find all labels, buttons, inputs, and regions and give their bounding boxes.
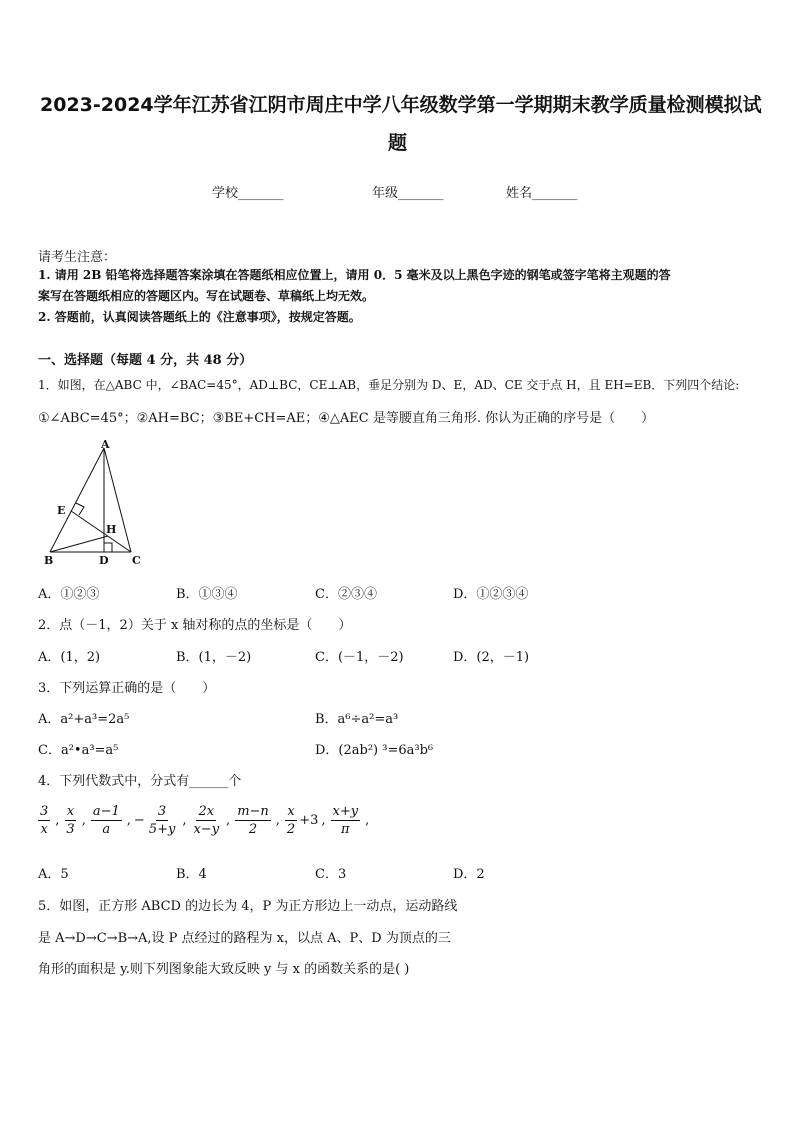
fraction-6-num: m−n (237, 804, 269, 819)
fraction-1-den: x (40, 822, 48, 837)
fig-label-d: D (99, 554, 109, 567)
fraction-4-num: 3 (157, 804, 167, 819)
q3-option-d[interactable]: D．(2ab²) ³=6a³b⁶ (315, 743, 434, 758)
q2-stem: 2．点（－1，2）关于 x 轴对称的点的坐标是（ ） (38, 618, 352, 633)
fraction-7 (285, 803, 297, 838)
notice-heading: 请考生注意： (38, 250, 117, 265)
q2-option-a[interactable]: A．(1，2) (38, 650, 101, 665)
fraction-8-num: x+y (332, 804, 359, 819)
fig-label-b: B (44, 554, 54, 567)
q1-option-b[interactable]: B．①③④ (176, 587, 238, 602)
q1-option-c[interactable]: C．②③④ (315, 587, 377, 602)
q3-stem: 3．下列运算正确的是（ ） (38, 681, 216, 696)
fraction-3-den: a (102, 822, 111, 837)
fraction-1 (38, 803, 50, 838)
q1-stem-line1: 1．如图，在△ABC 中，∠BAC=45°，AD⊥BC，CE⊥AB，垂足分别为 D、E，AD、CE 交于点 H，且 EH=EB．下列四个结论: (38, 378, 740, 392)
page-title-line1: 2023-2024学年江苏省江阴市周庄中学八年级数学第一学期期末教学质量检测模拟试 (40, 94, 762, 116)
fraction-2 (64, 803, 76, 838)
fraction-8 (331, 803, 361, 838)
q1-option-d[interactable]: D．①②③④ (453, 587, 529, 602)
fraction-7-den: 2 (286, 822, 296, 837)
right-angle-d (104, 543, 112, 552)
side-ab (50, 448, 104, 552)
fraction-4 (147, 803, 178, 838)
fraction-3 (91, 803, 122, 838)
segment-bh (50, 536, 108, 552)
fraction-8-den: π (341, 822, 350, 837)
q4-fraction-list: $\frac{3}{x}$ , $\frac{x}{3}$ , $\frac{a-1}{a}$ , − $\frac{3}{5+y}$ , $\frac{2x}{x-y}$ , $\frac{m-n}{2}$ , $\frac{x}{2}$ +3 , $\frac{x+y}{\pi}$ , (40, 804, 370, 837)
q3-option-b[interactable]: B．a⁶÷a²=a³ (315, 712, 399, 727)
q4-option-a[interactable]: A．5 (38, 867, 69, 882)
notice-item-1-line2: 案写在答题纸相应的答题区内。写在试题卷、草稿纸上均无效。 (38, 289, 375, 303)
q2-option-c[interactable]: C．(－1，－2) (315, 650, 404, 665)
fig-label-c: C (132, 554, 141, 567)
fraction-1-num: 3 (40, 804, 49, 819)
fraction-7-num: x (287, 804, 295, 819)
fraction-6 (235, 803, 271, 838)
notice-item-1-line1: 1. 请用 2B 铅笔将选择题答案涂填在答题纸相应位置上，请用 0．5 毫米及以上黑色字迹的钢笔或签字笔将主观题的答 (38, 268, 671, 282)
right-angle-e (76, 503, 84, 515)
school-field: 学校_______ (212, 186, 284, 201)
section-heading: 一、选择题（每题 4 分，共 48 分） (38, 353, 253, 368)
fraction-3-num: a−1 (92, 804, 120, 819)
q5-stem-line3: 角形的面积是 y.则下列图象能大致反映 y 与 x 的函数关系的是( ) (38, 962, 410, 977)
q2-option-d[interactable]: D．(2，－1) (453, 650, 530, 665)
fraction-4-den: 5+y (148, 822, 176, 837)
grade-field: 年级_______ (372, 186, 444, 201)
fraction-7-suffix: +3 (299, 813, 319, 828)
fraction-2-den: 3 (66, 822, 75, 837)
fraction-5 (191, 803, 221, 838)
page-title-line2: 题 (388, 132, 408, 154)
name-field: 姓名_______ (506, 186, 578, 201)
fraction-5-num: 2x (198, 804, 215, 819)
fig-label-h: H (106, 523, 117, 536)
fig-label-e: E (57, 504, 66, 517)
q4-option-b[interactable]: B．4 (176, 867, 207, 882)
q1-triangle-figure (38, 432, 148, 572)
q5-stem-line1: 5．如图，正方形 ABCD 的边长为 4，P 为正方形边上一动点，运动路线 (38, 899, 458, 914)
q4-stem: 4．下列代数式中，分式有______个 (38, 774, 242, 789)
q3-option-a[interactable]: A．a²+a³=2a⁵ (38, 712, 130, 727)
q4-option-c[interactable]: C．3 (315, 867, 347, 882)
q2-option-b[interactable]: B．(1，－2) (176, 650, 252, 665)
fraction-5-den: x−y (193, 822, 220, 837)
notice-item-2: 2. 答题前，认真阅读答题纸上的《注意事项》，按规定答题。 (38, 310, 361, 324)
q4-option-d[interactable]: D．2 (453, 867, 485, 882)
q1-stem-line2: ①∠ABC=45°；②AH=BC；③BE+CH=AE；④△AEC 是等腰直角三角形. 你认为正确的序号是（ ） (38, 411, 655, 426)
fraction-6-den: 2 (248, 822, 258, 837)
q5-stem-line2: 是 A→D→C→B→A,设 P 点经过的路程为 x，以点 A、P、D 为顶点的三 (38, 931, 451, 946)
q1-option-a[interactable]: A．①②③ (38, 587, 100, 602)
fig-label-a: A (101, 438, 110, 451)
q3-option-c[interactable]: C．a²•a³=a⁵ (38, 743, 119, 758)
fraction-2-num: x (66, 804, 75, 819)
fraction-4-prefix: − (133, 813, 145, 828)
